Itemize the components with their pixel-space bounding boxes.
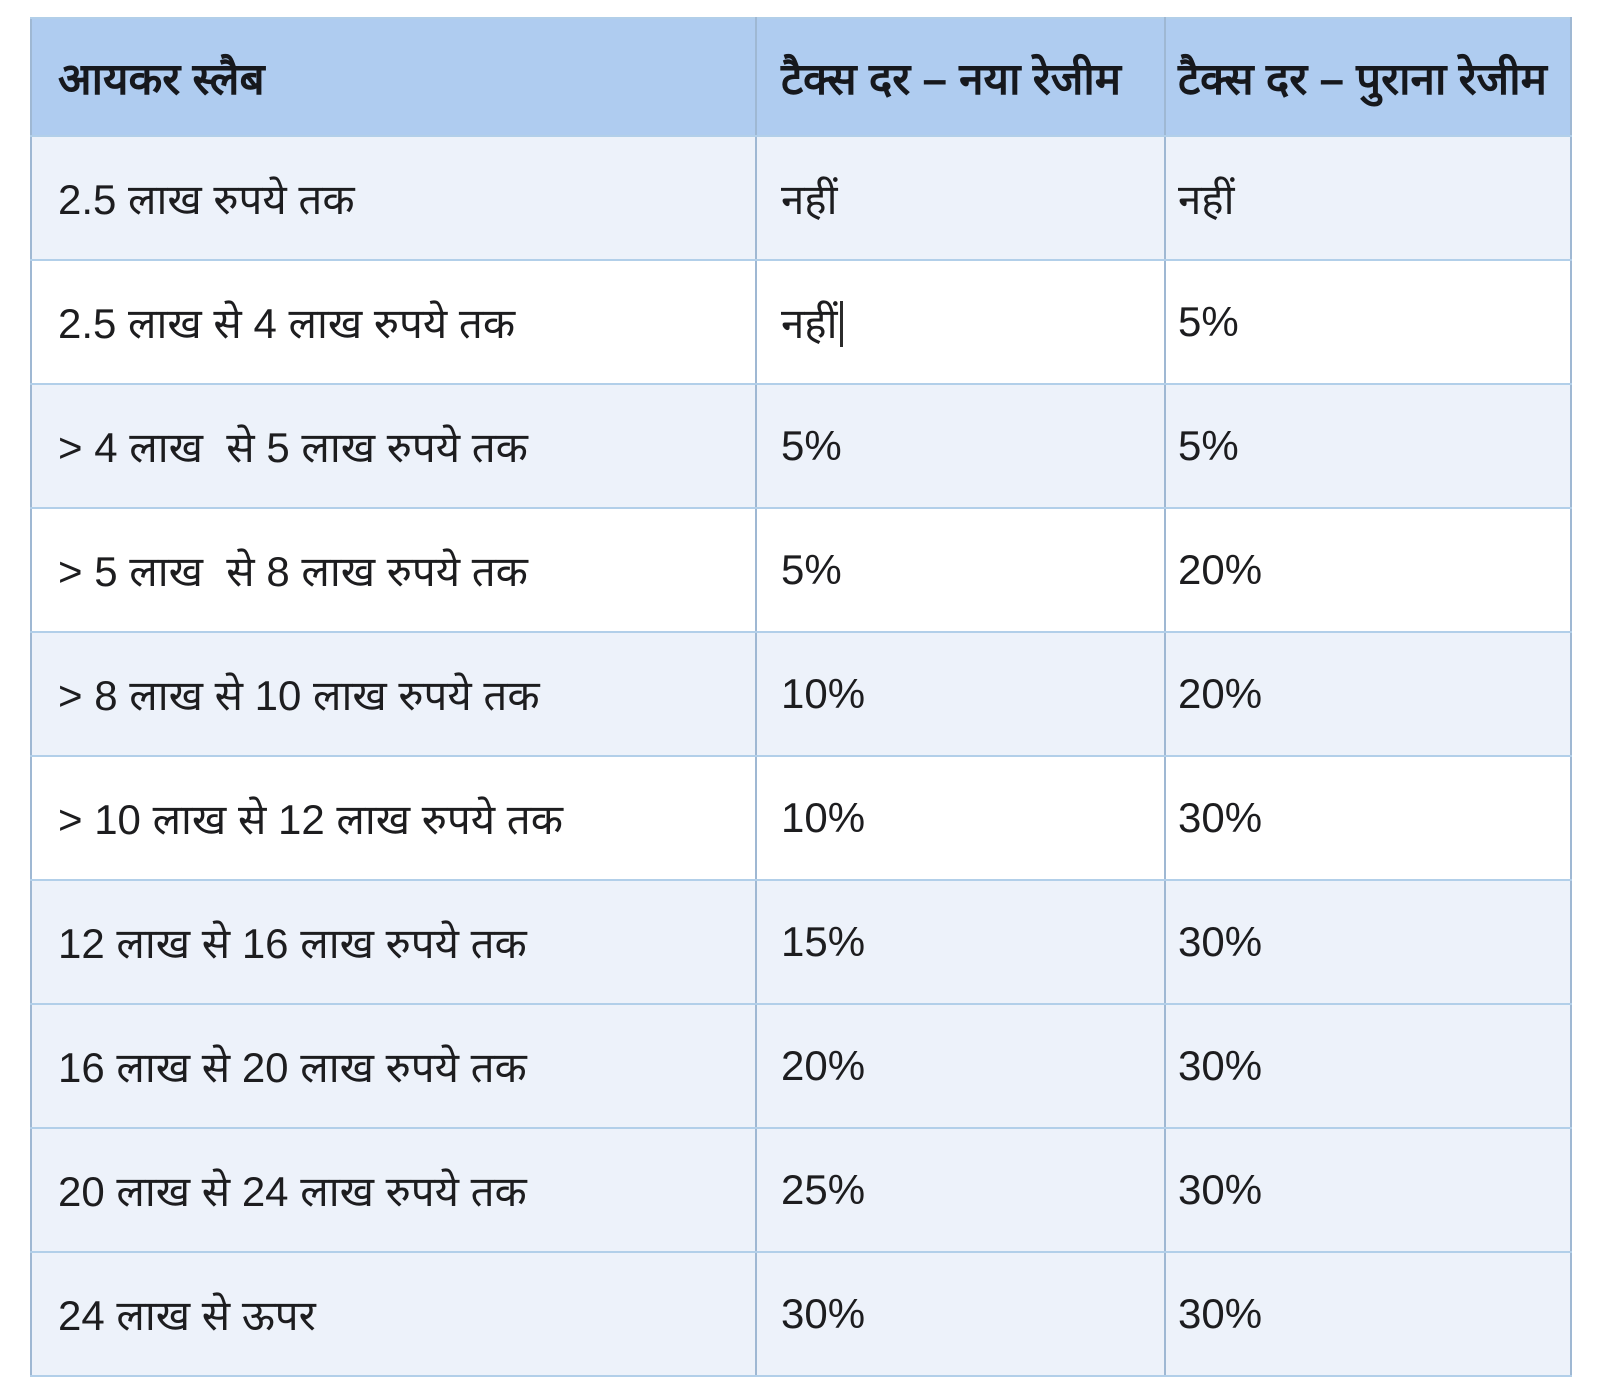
income-tax-slab-table — [30, 17, 1572, 1377]
cell-slab: 24 लाख से ऊपर — [31, 1252, 756, 1376]
cell-slab: 12 लाख से 16 लाख रुपये तक — [31, 880, 756, 1004]
table-row — [31, 1252, 1571, 1376]
cell-new-regime: 10% — [756, 632, 1165, 756]
table-row — [31, 384, 1571, 508]
cell-slab: > 8 लाख से 10 लाख रुपये तक — [31, 632, 756, 756]
cell-new-regime: 30% — [756, 1252, 1165, 1376]
table-row — [31, 880, 1571, 1004]
cell-slab: > 4 लाख से 5 लाख रुपये तक — [31, 384, 756, 508]
cell-new-regime: 10% — [756, 756, 1165, 880]
cell-new-regime: 5% — [756, 384, 1165, 508]
cell-new-regime: 5% — [756, 508, 1165, 632]
header-new-regime: टैक्स दर – नया रेजीम — [756, 18, 1165, 136]
cell-new-regime-editing[interactable] — [756, 260, 1165, 384]
table-row — [31, 136, 1571, 260]
cell-old-regime: 30% — [1165, 1004, 1571, 1128]
cell-new-regime: 15% — [756, 880, 1165, 1004]
table-row — [31, 632, 1571, 756]
table-row — [31, 260, 1571, 384]
cell-new-regime: नहीं — [756, 136, 1165, 260]
cell-text: नहीं — [781, 299, 838, 347]
header-slab: आयकर स्लैब — [31, 18, 756, 136]
cell-slab: 20 लाख से 24 लाख रुपये तक — [31, 1128, 756, 1252]
cell-old-regime: 30% — [1165, 1252, 1571, 1376]
header-old-regime: टैक्स दर – पुराना रेजीम — [1165, 18, 1571, 136]
cell-slab: 16 लाख से 20 लाख रुपये तक — [31, 1004, 756, 1128]
table-row — [31, 756, 1571, 880]
cell-old-regime: 20% — [1165, 508, 1571, 632]
cell-slab: > 5 लाख से 8 लाख रुपये तक — [31, 508, 756, 632]
cell-old-regime: 20% — [1165, 632, 1571, 756]
cell-old-regime: 30% — [1165, 1128, 1571, 1252]
table-row — [31, 1128, 1571, 1252]
cell-new-regime: 20% — [756, 1004, 1165, 1128]
text-caret — [840, 301, 843, 347]
cell-slab: 2.5 लाख से 4 लाख रुपये तक — [31, 260, 756, 384]
cell-old-regime: 5% — [1165, 260, 1571, 384]
cell-old-regime: 30% — [1165, 756, 1571, 880]
table-row — [31, 508, 1571, 632]
cell-slab: 2.5 लाख रुपये तक — [31, 136, 756, 260]
table-header-row — [31, 18, 1571, 136]
cell-old-regime: 5% — [1165, 384, 1571, 508]
table-row — [31, 1004, 1571, 1128]
cell-old-regime: नहीं — [1165, 136, 1571, 260]
cell-slab: > 10 लाख से 12 लाख रुपये तक — [31, 756, 756, 880]
cell-old-regime: 30% — [1165, 880, 1571, 1004]
cell-new-regime: 25% — [756, 1128, 1165, 1252]
